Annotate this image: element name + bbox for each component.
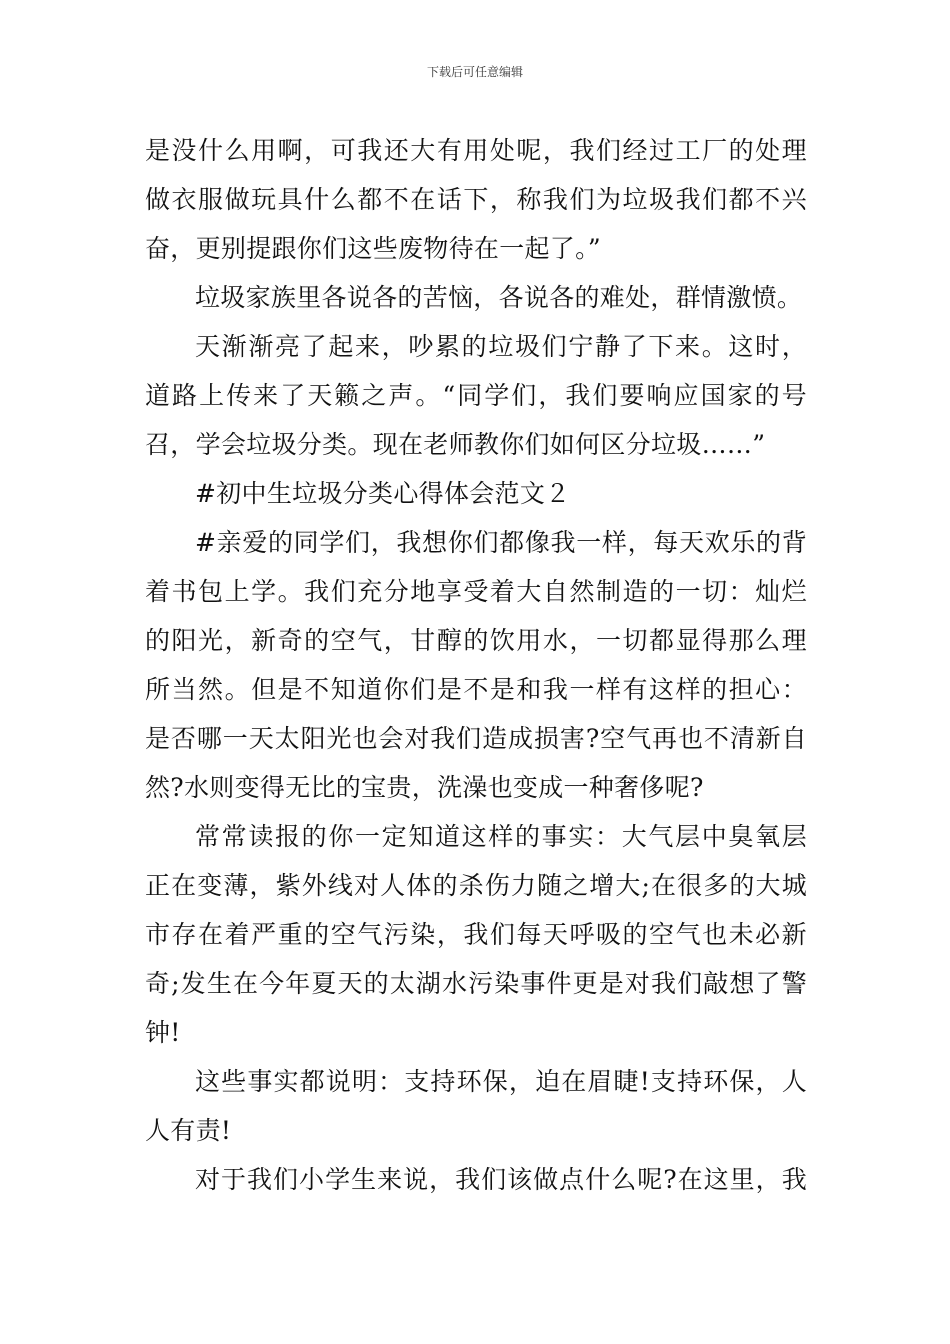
section-heading	[145, 469, 807, 518]
paragraph-8	[145, 1155, 807, 1204]
paragraph-1	[145, 126, 807, 273]
paragraph-6	[145, 812, 807, 1057]
paragraph-2	[145, 273, 807, 322]
paragraph-line: 奋，更别提跟你们这些废物待在一起了。”	[145, 234, 601, 263]
paragraph-line: 然?水则变得无比的宝贵，洗澡也变成一种奢侈呢?	[145, 773, 704, 802]
page-header: 下载后可任意编辑	[426, 65, 523, 79]
paragraph-line: 是否哪一天太阳光也会对我们造成损害?空气再也不清新自	[145, 724, 807, 753]
document-body	[145, 126, 807, 1204]
paragraph-3	[145, 322, 807, 469]
paragraph-line: 人有责!	[145, 1116, 232, 1145]
paragraph-line: 钟!	[145, 1018, 181, 1047]
paragraph-line: 这些事实都说明：支持环保，迫在眉睫!支持环保，人	[195, 1067, 807, 1096]
paragraph-line: #亲爱的同学们，我想你们都像我一样，每天欢乐的背	[195, 528, 807, 557]
paragraph-line: 正在变薄，紫外线对人体的杀伤力随之增大;在很多的大城	[145, 871, 807, 900]
paragraph-line: 常常读报的你一定知道这样的事实：大气层中臭氧层	[195, 822, 807, 851]
paragraph-line: 的阳光，新奇的空气，甘醇的饮用水，一切都显得那么理	[145, 626, 807, 655]
paragraph-line: 奇;发生在今年夏天的太湖水污染事件更是对我们敲想了警	[145, 969, 807, 998]
paragraph-line: 所当然。但是不知道你们是不是和我一样有这样的担心：	[145, 675, 807, 704]
paragraph-line: 天渐渐亮了起来，吵累的垃圾们宁静了下来。这时，	[195, 332, 807, 361]
paragraph-line: 召，学会垃圾分类。现在老师教你们如何区分垃圾……”	[145, 430, 766, 459]
paragraph-line: 对于我们小学生来说，我们该做点什么呢?在这里，我	[195, 1165, 807, 1194]
paragraph-line: 做衣服做玩具什么都不在话下，称我们为垃圾我们都不兴	[145, 185, 807, 214]
paragraph-line: 垃圾家族里各说各的苦恼，各说各的难处，群情激愤。	[195, 283, 803, 312]
paragraph-7	[145, 1057, 807, 1155]
paragraph-line: 是没什么用啊，可我还大有用处呢，我们经过工厂的处理	[145, 136, 807, 165]
paragraph-line: 着书包上学。我们充分地享受着大自然制造的一切：灿烂	[145, 577, 807, 606]
paragraph-line: 市存在着严重的空气污染，我们每天呼吸的空气也未必新	[145, 920, 807, 949]
paragraph-5	[145, 518, 807, 812]
section-heading-text: #初中生垃圾分类心得体会范文２	[195, 479, 571, 508]
paragraph-line: 道路上传来了天籁之声。“同学们，我们要响应国家的号	[145, 381, 807, 410]
